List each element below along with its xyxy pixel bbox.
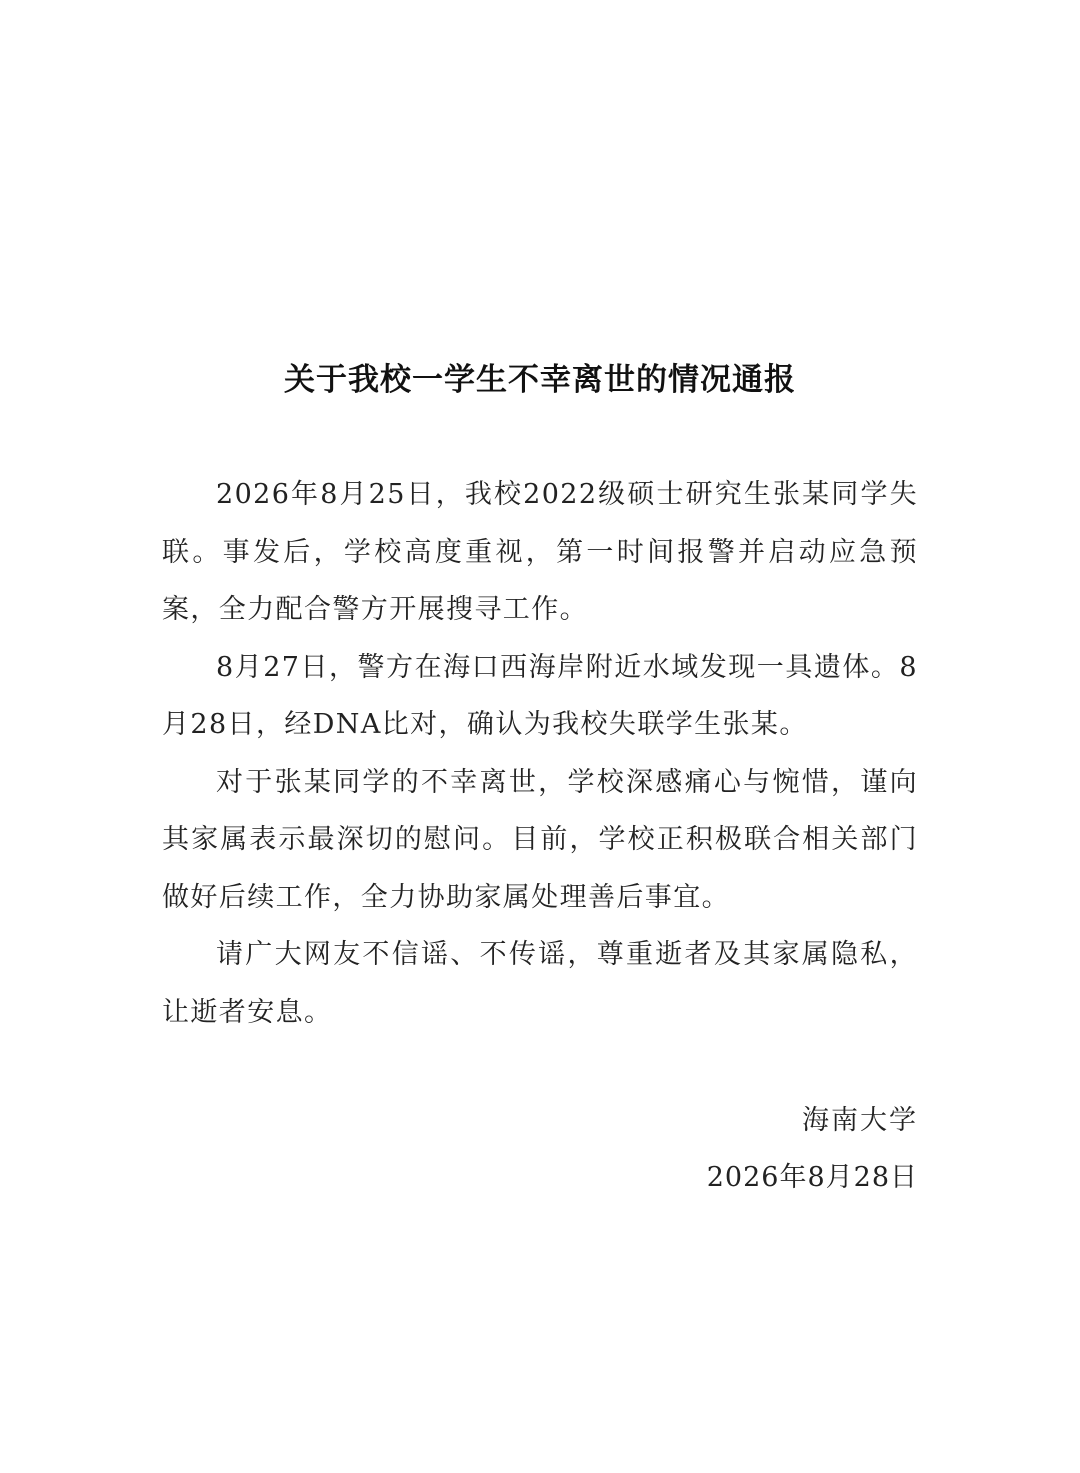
notice-paragraph-3: 对于张某同学的不幸离世，学校深感痛心与惋惜，谨向其家属表示最深切的慰问。目前，学校正积极联合相关部门做好后续工作，全力协助家属处理善后事宜。: [162, 766, 918, 913]
notice-paragraph-4: 请广大网友不信谣、不传谣，尊重逝者及其家属隐私，让逝者安息。: [162, 939, 918, 1028]
notice-paragraph-1: 2026年8月25日，我校2022级硕士研究生张某同学失联。事发后，学校高度重视，第一时间报警并启动应急预案，全力配合警方开展搜寻工作。: [162, 479, 918, 625]
signature-organization: 海南大学: [802, 1105, 918, 1136]
signature-date: 2026年8月28日: [706, 1162, 918, 1193]
notice-title: 关于我校一学生不幸离世的情况通报: [284, 362, 796, 398]
notice-paragraph-2: 8月27日，警方在海口西海岸附近水域发现一具遗体。8月28日，经DNA比对，确认为我校失联学生张某。: [162, 651, 918, 740]
notice-body: [162, 466, 918, 1041]
